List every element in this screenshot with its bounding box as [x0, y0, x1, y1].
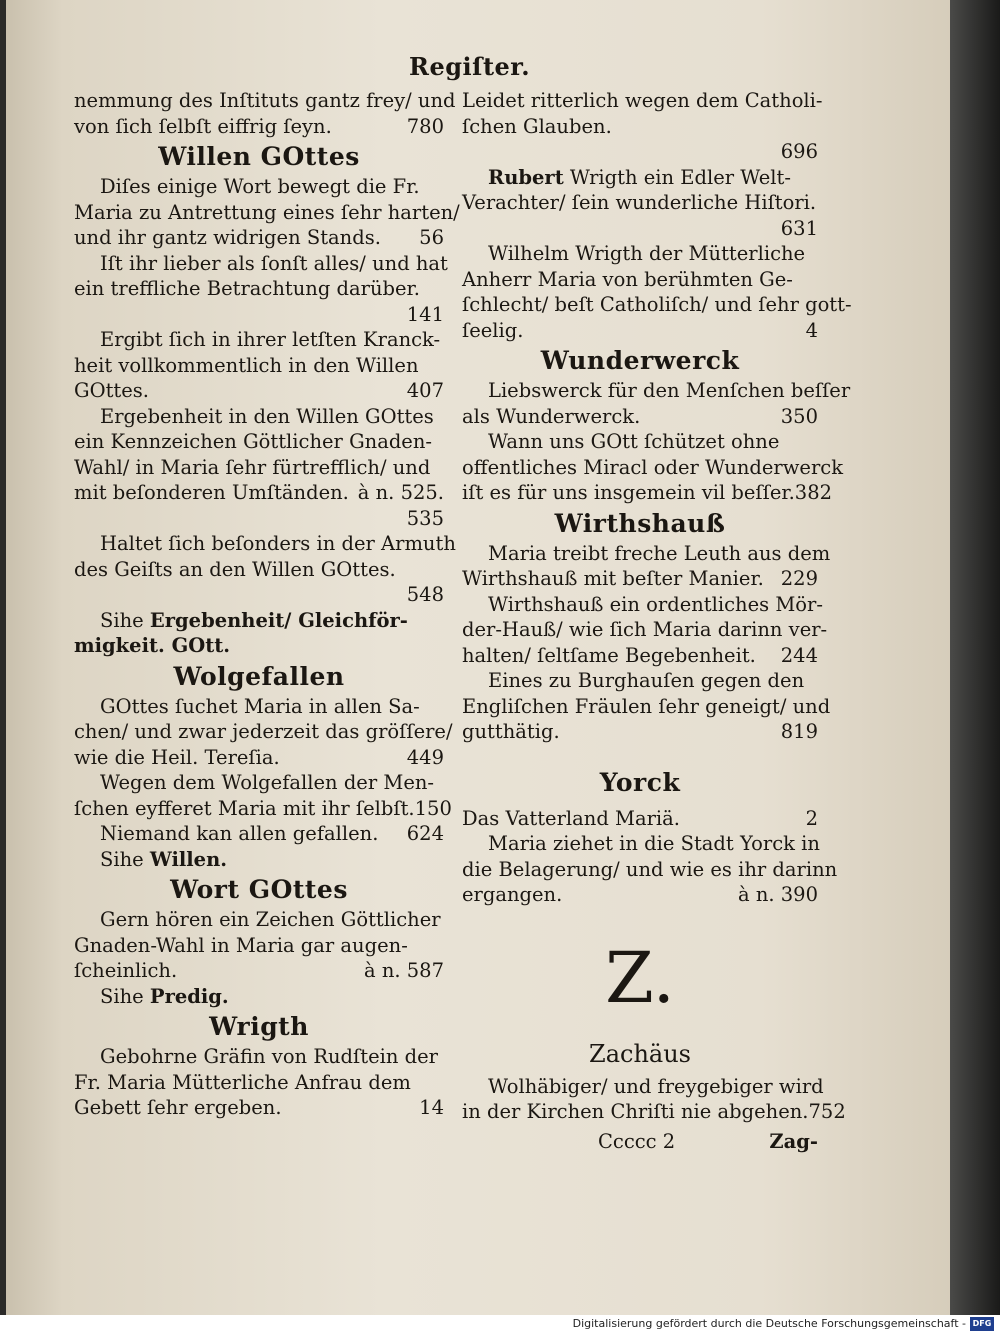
index-line: offentliches Miracl oder Wunderwerck [462, 455, 844, 479]
index-line: Ergibt ſich in ihrer letſten Kranck- [100, 328, 441, 351]
page-number: 4 [805, 318, 818, 342]
page-number: 244 [780, 643, 818, 667]
index-line: Ergebenheit in den Willen GOttes [100, 404, 434, 428]
section-heading-yorck: Yorck [599, 767, 681, 797]
index-name-bold: Rubert [488, 165, 564, 189]
index-line: Gern hören ein Zeichen Göttlicher [100, 908, 441, 931]
see-also-reference: Willen. [149, 847, 228, 871]
index-line: Verachter/ ſein wunderliche Hiſtori. [462, 191, 817, 214]
index-line [462, 404, 818, 430]
page-number: 382 [794, 481, 833, 504]
index-text: und ihr gantz widrigen Stands. [74, 226, 381, 249]
page-number: 624 [406, 822, 444, 845]
index-line: Fr. Maria Mütterliche Anfrau dem [74, 1070, 411, 1094]
page-number: à n. 525. [357, 481, 444, 504]
index-text: ſeelig. [462, 318, 524, 342]
see-also-line [74, 608, 444, 634]
index-text: ſcheinlich. [74, 959, 178, 982]
index-line: Iſt ihr lieber als ſonſt alles/ und hat [100, 251, 448, 275]
right-column [462, 88, 852, 1154]
see-also-prefix: Sihe [100, 608, 144, 632]
index-line: Wegen dem Wolgefallen der Men- [100, 771, 435, 794]
index-line: nemmung des Inſtituts gantz frey/ und [74, 89, 456, 112]
see-also-reference: migkeit. GOtt. [74, 634, 231, 657]
index-line [74, 745, 444, 771]
page-number: 780 [406, 114, 444, 138]
see-also-line [74, 847, 444, 873]
page-number: 141 [406, 302, 444, 326]
page-number: 449 [406, 745, 444, 769]
section-heading-zachaeus: Zachäus [589, 1039, 691, 1068]
index-line [74, 958, 444, 984]
index-line [74, 225, 444, 251]
index-text: halten/ ſeltſame Begebenheit. [462, 643, 756, 667]
index-text: mit beſonderen Umſtänden. [74, 481, 349, 504]
index-text: Wrigth ein Edler Welt- [569, 165, 791, 189]
see-also-line [74, 984, 444, 1010]
index-text: iſt es für uns insgemein vil beſſer. [462, 481, 795, 504]
index-line: Wirthshauß ein ordentliches Mör- [488, 592, 823, 616]
page-number: 229 [780, 567, 818, 590]
index-line: ein treffliche Betrachtung darüber. [74, 277, 420, 300]
page-number: 819 [780, 720, 818, 743]
index-line [462, 719, 818, 745]
index-line: Anherr Maria von berühmten Ge- [462, 267, 793, 291]
index-line: des Geiſts an den Willen GOttes. [74, 557, 396, 581]
index-text: Niemand kan allen gefallen. [100, 822, 379, 845]
index-line [74, 114, 444, 140]
index-line [462, 165, 818, 191]
page-number: à n. 390 [738, 883, 818, 906]
catchword: Zag- [769, 1129, 818, 1153]
see-also-reference: Predig. [149, 984, 229, 1008]
page-number: à n. 587 [364, 959, 444, 982]
page-number: 350 [780, 404, 818, 428]
page-number: 2 [805, 806, 818, 830]
index-line [462, 318, 818, 344]
index-line: ein Kennzeichen Göttlicher Gnaden- [74, 430, 432, 453]
book-page [6, 0, 950, 1315]
index-line: chen/ und zwar jederzeit das gröſſere/ [74, 720, 453, 743]
index-text: Das Vatterland Mariä. [462, 806, 680, 830]
page-number: 535 [406, 506, 444, 530]
index-line: Wann uns GOtt ſchützet ohne [488, 430, 780, 453]
book-spine [950, 0, 1000, 1315]
index-line: Maria zu Antrettung eines ſehr harten/ [74, 200, 460, 224]
page-number: 56 [419, 226, 444, 249]
index-text: von ſich ſelbſt eiffrig ſeyn. [74, 114, 332, 138]
index-text: ergangen. [462, 883, 563, 906]
index-line: Eines zu Burghauſen gegen den [488, 669, 805, 692]
index-text: GOttes. [74, 379, 149, 402]
section-letter-z: Z. [605, 936, 675, 1019]
index-line [462, 882, 818, 908]
index-line: Wolhäbiger/ und freygebiger wird [488, 1074, 824, 1098]
index-line: Diſes einige Wort bewegt die Fr. [100, 175, 420, 198]
page-number: 696 [780, 140, 818, 163]
digitization-footer [0, 1315, 1000, 1333]
index-line: Maria treibt freche Leuth aus dem [488, 541, 831, 565]
index-line [462, 566, 818, 592]
index-line: ſchen Glauben. [462, 114, 612, 138]
index-text: wie die Heil. Tereſia. [74, 745, 280, 769]
see-also-prefix: Sihe [100, 984, 144, 1008]
section-heading-wirthshauss: Wirthshauß [554, 508, 726, 538]
index-line: heit vollkommentlich in den Willen [74, 353, 419, 377]
index-line [74, 796, 452, 822]
index-line [74, 821, 444, 847]
index-text: Wirthshauß mit beſter Manier. [462, 567, 764, 590]
index-line [74, 480, 444, 506]
index-text: als Wunderwerck. [462, 404, 641, 428]
index-line [462, 643, 818, 669]
index-line [74, 1095, 444, 1121]
section-heading-wrigth: Wrigth [209, 1012, 309, 1041]
page-number: 14 [419, 1096, 444, 1119]
section-heading-wolgefallen: Wolgefallen [173, 661, 345, 691]
page-number: 407 [406, 379, 444, 402]
index-line: Liebswerck für den Menſchen beſſer [488, 379, 851, 402]
index-line: ſchlecht/ beſt Catholiſch/ und ſehr gott- [462, 293, 852, 316]
index-text: Gebett ſehr ergeben. [74, 1096, 282, 1119]
index-line: Leidet ritterlich wegen dem Catholi- [462, 89, 823, 112]
running-head: Regiſter. [409, 52, 531, 81]
page-number: 631 [780, 216, 818, 240]
index-line [74, 378, 444, 404]
index-line: Wahl/ in Maria ſehr fürtrefflich/ und [74, 455, 431, 479]
page-number: 752 [808, 1100, 846, 1123]
index-text: gutthätig. [462, 720, 560, 743]
index-text: in der Kirchen Chriſti nie abgehen. [462, 1100, 809, 1123]
section-heading-wunderwerck: Wunderwerck [540, 346, 740, 375]
index-line: Gnaden-Wahl in Maria gar augen- [74, 933, 408, 957]
funding-notice: Digitalisierung gefördert durch die Deutsche Forschungsgemeinschaft - [572, 1317, 966, 1330]
page-number: 548 [406, 583, 444, 606]
see-also-prefix: Sihe [100, 847, 144, 871]
page-number: 150 [414, 796, 452, 820]
section-heading-willen: Willen GOttes [158, 142, 360, 171]
section-heading-wort: Wort GOttes [170, 875, 348, 904]
index-line: GOttes ſuchet Maria in allen Sa- [100, 694, 420, 718]
index-line: Gebohrne Gräfin von Rudſtein der [100, 1045, 438, 1068]
index-line [462, 480, 833, 506]
index-line [462, 806, 818, 832]
index-line: Engliſchen Fräulen ſehr geneigt/ und [462, 694, 831, 718]
index-line: Maria ziehet in die Stadt Yorck in [488, 832, 820, 855]
see-also-reference: Ergebenheit/ Gleichför- [149, 608, 408, 632]
signature-mark: Ccccc 2 [598, 1129, 676, 1153]
index-text: ſchen eyfferet Maria mit ihr ſelbſt. [74, 796, 415, 820]
dfg-logo-icon: DFG [970, 1317, 994, 1331]
index-line: die Belagerung/ und wie es ihr darinn [462, 857, 838, 881]
index-line: der-Hauß/ wie ſich Maria darinn ver- [462, 618, 828, 641]
index-line: Haltet ſich beſonders in der Armuth [100, 532, 456, 555]
index-line: Wilhelm Wrigth der Mütterliche [488, 242, 806, 265]
left-column [74, 88, 460, 1121]
page-footer-line [462, 1129, 818, 1155]
index-line [462, 1099, 846, 1125]
